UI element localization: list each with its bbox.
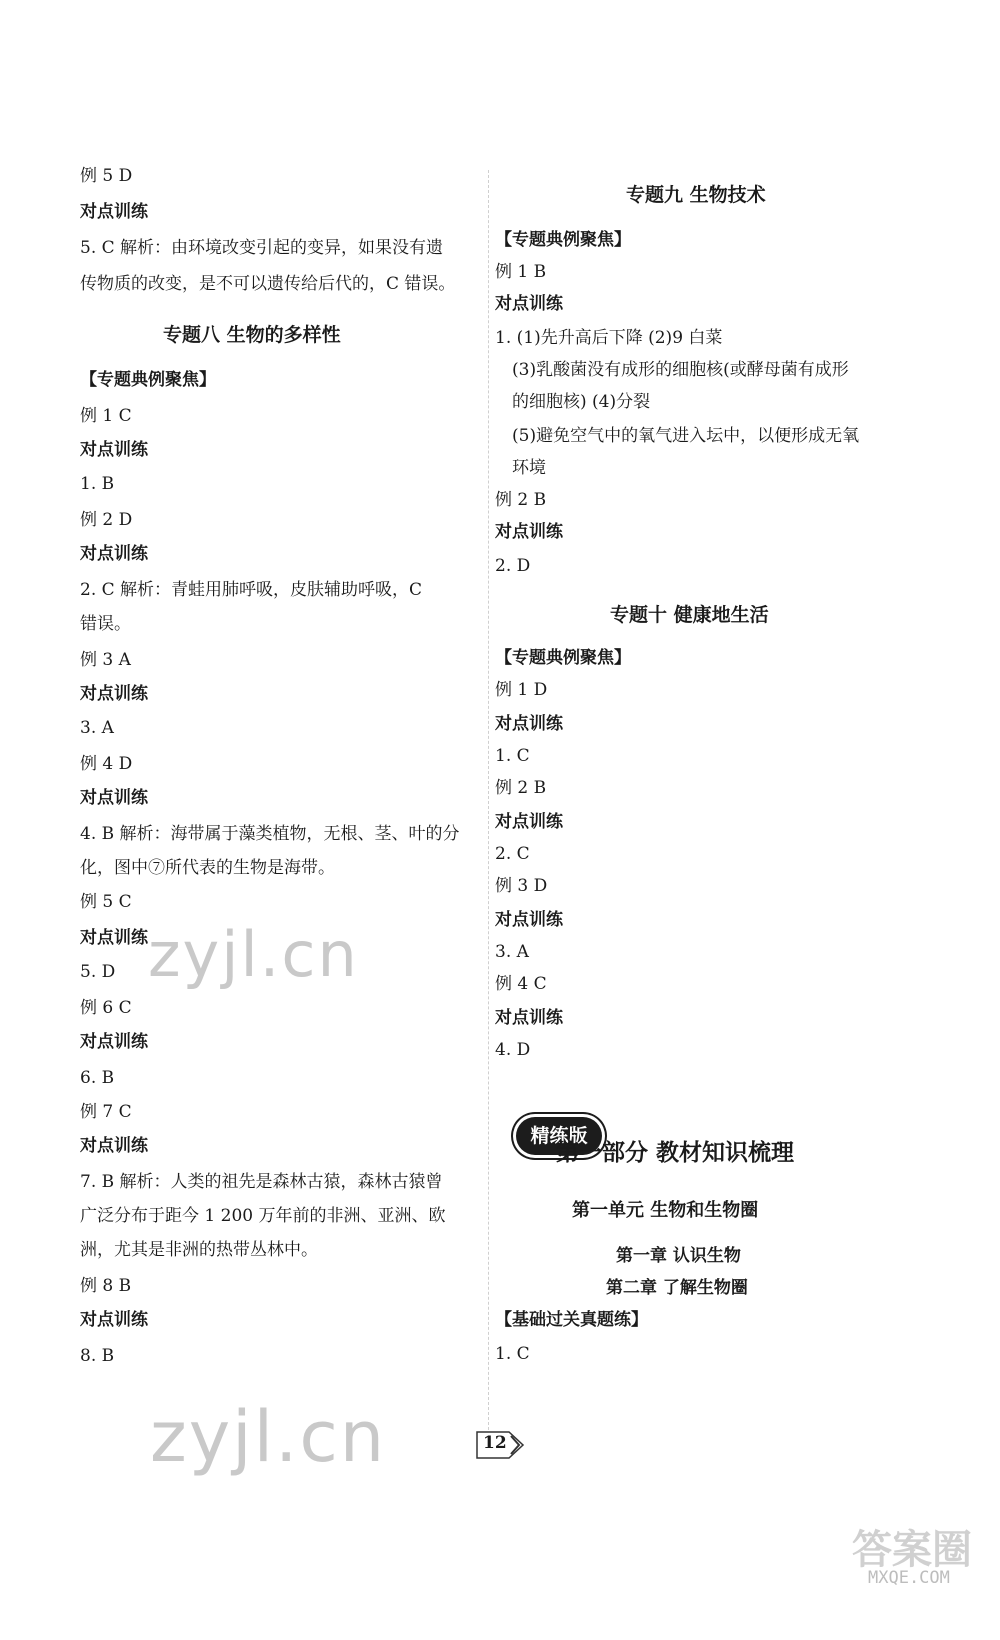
line: 3. A [80,718,114,738]
line: 例 8 B [80,1276,132,1296]
line: 环境 [512,458,546,478]
line: 例 4 D [80,754,133,774]
section-title-8: 专题八 生物的多样性 [163,324,341,346]
part-title: 第一部分 教材知识梳理 [556,1140,795,1166]
line: 1. C [495,1344,530,1364]
line: 【专题典例聚焦】 [495,230,631,250]
line: 广泛分布于距今 1 200 万年前的非洲、亚洲、欧 [80,1206,446,1226]
line: 例 6 C [80,998,132,1018]
line: 【基础过关真题练】 [495,1310,648,1330]
line: 化，图中⑦所代表的生物是海带。 [80,858,335,878]
line: 8. B [80,1346,115,1366]
line: 对点训练 [495,812,563,832]
line: 1. B [80,474,115,494]
line: 对点训练 [80,1136,148,1156]
line: 对点训练 [80,1032,148,1052]
line: 对点训练 [80,440,148,460]
line: 对点训练 [495,294,563,314]
line: 对点训练 [495,714,563,734]
line: 4. B 解析：海带属于藻类植物，无根、茎、叶的分 [80,824,460,844]
line: 传物质的改变，是不可以遗传给后代的，C 错误。 [80,274,456,294]
watermark: zyjl.cn [148,918,359,991]
line: 6. B [80,1068,115,1088]
line: 例 2 B [495,778,547,798]
line: 对点训练 [80,544,148,564]
section-title-10: 专题十 健康地生活 [610,604,769,626]
line: 对点训练 [495,522,563,542]
line: (5)避免空气中的氧气进入坛中，以便形成无氧 [512,426,860,446]
line: 例 3 A [80,650,131,670]
line: 4. D [495,1040,531,1060]
watermark: zyjl.cn [150,1396,387,1478]
line: 对点训练 [80,928,148,948]
line: 1. C [495,746,530,766]
line: 2. C 解析：青蛙用肺呼吸，皮肤辅助呼吸，C [80,580,423,600]
line: 例 2 B [495,490,547,510]
edition-badge: 精练版 [516,1117,602,1155]
line: (3)乳酸菌没有成形的细胞核(或酵母菌有成形 [512,360,849,380]
line: 例 7 C [80,1102,132,1122]
line: 1. (1)先升高后下降 (2)9 白菜 [495,328,723,348]
line: 洲，尤其是非洲的热带丛林中。 [80,1240,318,1260]
line: 3. A [495,942,529,962]
line: 例 1 B [495,262,547,282]
line: 对点训练 [495,910,563,930]
watermark-logo: 答案圈 [852,1527,972,1573]
line: 5. D [80,962,116,982]
line: 对点训练 [80,788,148,808]
unit-title: 第一单元 生物和生物圈 [572,1200,759,1221]
line: 错误。 [80,614,131,634]
page-number [475,1428,527,1462]
line: 例 2 D [80,510,133,530]
section-title-9: 专题九 生物技术 [626,184,766,206]
line: 2. C [495,844,530,864]
line: 例 1 D [495,680,548,700]
line: 例 3 D [495,876,548,896]
line: 对点训练 [495,1008,563,1028]
column-divider [488,170,489,1430]
line: 例 4 C [495,974,547,994]
line: 对点训练 [80,684,148,704]
line: 例 5 D [80,166,133,186]
line: 2. D [495,556,531,576]
line: 对点训练 [80,1310,148,1330]
watermark-site: MXQE.COM [868,1568,950,1588]
line: 【专题典例聚焦】 [495,648,631,668]
line: 7. B 解析：人类的祖先是森林古猿，森林古猿曾 [80,1172,443,1192]
page-number-text: 12 [483,1433,507,1453]
chapter-title: 第一章 认识生物 [616,1246,741,1266]
line: 5. C 解析：由环境改变引起的变异，如果没有遗 [80,238,444,258]
line: 例 5 C [80,892,132,912]
line: 的细胞核) (4)分裂 [512,392,651,412]
line: 例 1 C [80,406,132,426]
line: 对点训练 [80,202,148,222]
line: 【专题典例聚焦】 [80,370,216,390]
chapter-title: 第二章 了解生物圈 [606,1278,748,1298]
